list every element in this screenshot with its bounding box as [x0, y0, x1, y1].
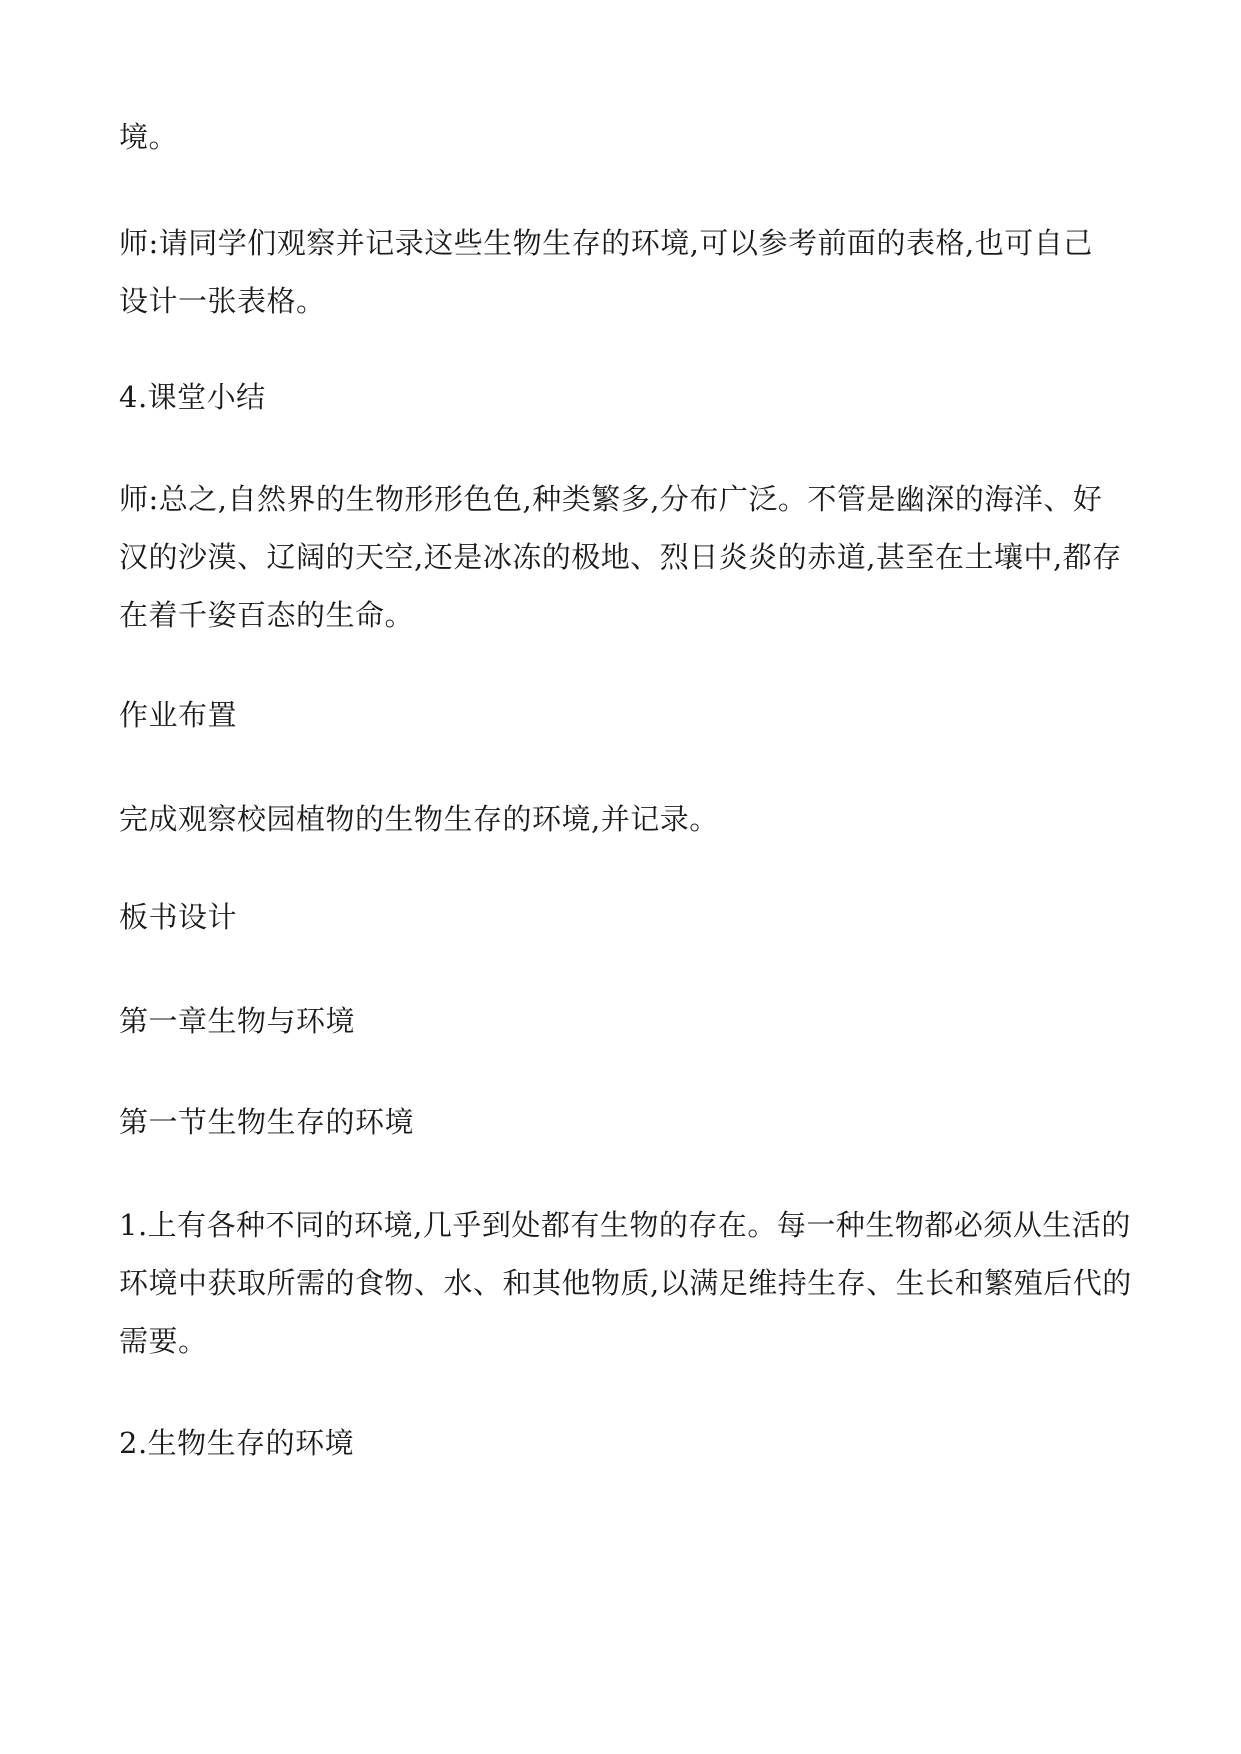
- paragraph-teacher-instruction: 师:请同学们观察并记录这些生物生存的环境,可以参考前面的表格,也可自己 设计一张表格。: [119, 226, 1093, 318]
- heading-chapter: 第一章生物与环境: [119, 1004, 356, 1038]
- paragraph-teacher-summary: 师:总之,自然界的生物形形色色,种类繁多,分布广泛。不管是幽深的海洋、好 汉的沙漠、辽阔的天空,还是冰冻的极地、烈日炎炎的赤道,甚至在土壤中,都存 在着千姿百态的生命。: [119, 482, 1122, 632]
- paragraph-continuation: 境。: [119, 120, 179, 154]
- paragraph-point-2: 2.生物生存的环境: [119, 1426, 355, 1460]
- paragraph-point-1: 1.上有各种不同的环境,几乎到处都有生物的存在。每一种生物都必须从生活的 环境中获取所需的食物、水、和其他物质,以满足维持生存、生长和繁殖后代的 需要。: [119, 1208, 1132, 1358]
- heading-section: 第一节生物生存的环境: [119, 1105, 415, 1139]
- heading-board-design: 板书设计: [119, 900, 238, 934]
- heading-class-summary: 4.课堂小结: [119, 380, 266, 414]
- paragraph-homework: 完成观察校园植物的生物生存的环境,并记录。: [119, 802, 719, 836]
- heading-homework: 作业布置: [119, 698, 238, 732]
